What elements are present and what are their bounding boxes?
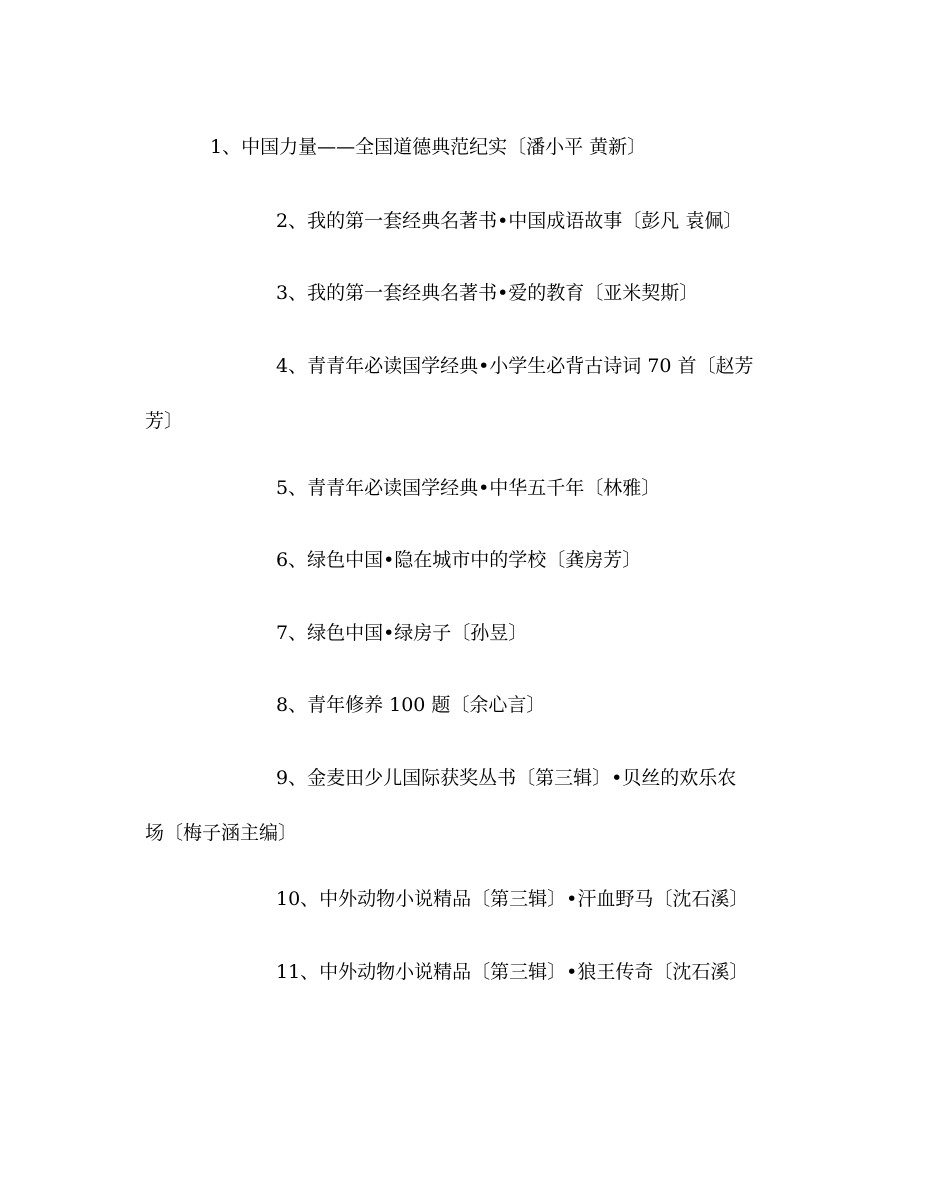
list-item-3 <box>145 262 805 324</box>
list-item-text: 11、中外动物小说精品〔第三辑〕•狼王传奇〔沈石溪〕 <box>276 961 749 983</box>
list-item-1 <box>145 116 805 178</box>
list-item-text-continued: 芳〕 <box>145 410 184 432</box>
list-item-text: 7、绿色中国•绿房子〔孙昱〕 <box>276 622 528 644</box>
list-item-7 <box>145 602 805 664</box>
list-item-text-continued: 场〔梅子涵主编〕 <box>145 822 298 844</box>
list-item-text: 6、绿色中国•隐在城市中的学校〔龚房芳〕 <box>276 549 642 571</box>
list-item-10 <box>145 868 805 930</box>
list-item-5 <box>145 457 805 519</box>
list-item-text: 4、青青年必读国学经典•小学生必背古诗词 70 首〔赵芳 <box>276 355 754 377</box>
list-item-2 <box>145 190 805 252</box>
list-item-6 <box>145 529 805 591</box>
list-item-text: 3、我的第一套经典名著书•爱的教育〔亚米契斯〕 <box>276 282 699 304</box>
list-item-4 <box>145 335 805 452</box>
list-item-text: 2、我的第一套经典名著书•中国成语故事〔彭凡 袁佩〕 <box>276 210 743 232</box>
list-item-text: 5、青青年必读国学经典•中华五千年〔林雅〕 <box>276 477 661 499</box>
list-item-text: 8、青年修养 100 题〔余心言〕 <box>276 694 546 716</box>
list-item-text: 1、中国力量——全国道德典范纪实〔潘小平 黄新〕 <box>210 136 647 158</box>
list-item-text: 9、金麦田少儿国际获奖丛书〔第三辑〕•贝丝的欢乐农 <box>276 767 737 789</box>
list-item-11 <box>145 941 805 1003</box>
list-item-8 <box>145 674 805 736</box>
list-item-9 <box>145 747 805 864</box>
list-item-text: 10、中外动物小说精品〔第三辑〕•汗血野马〔沈石溪〕 <box>276 888 749 910</box>
